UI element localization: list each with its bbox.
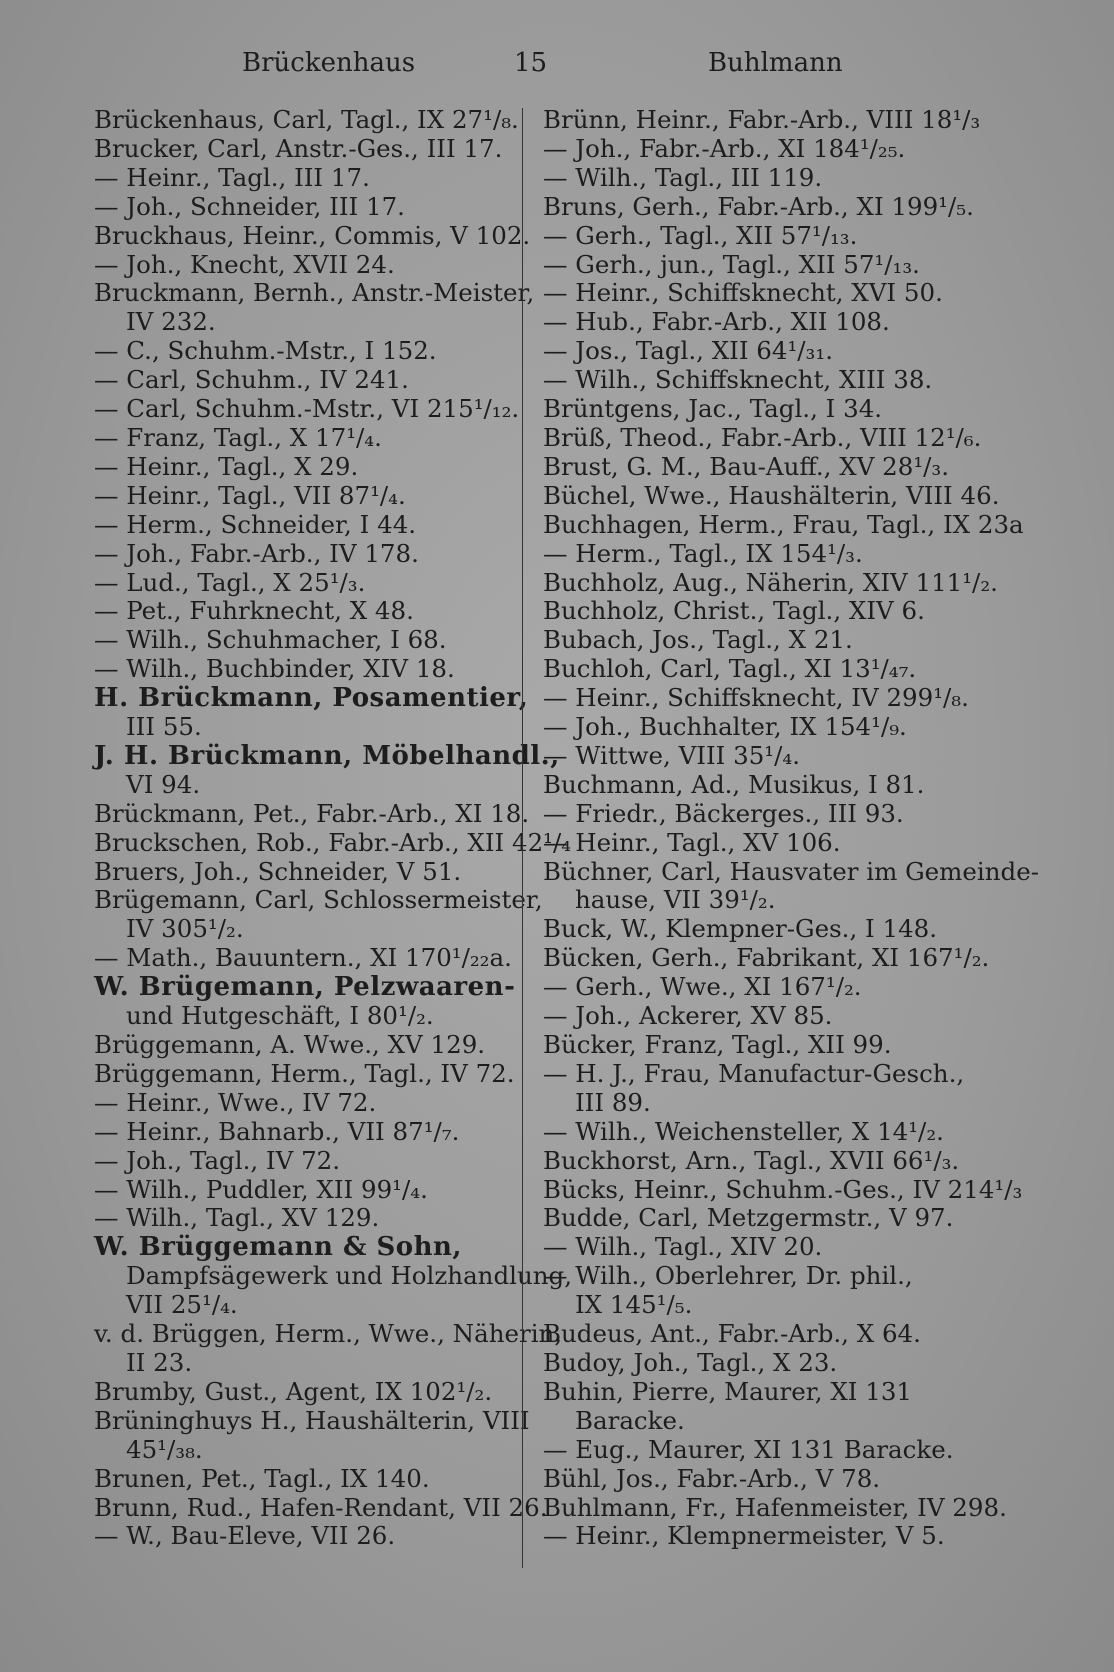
directory-entry: Brunn, Rud., Hafen-Rendant, VII 26. — [94, 1492, 548, 1522]
directory-entry: — Friedr., Bäckerges., III 93. — [543, 798, 904, 828]
directory-entry: Bruers, Joh., Schneider, V 51. — [94, 856, 462, 886]
directory-entry: Brüß, Theod., Fabr.-Arb., VIII 12¹/₆. — [543, 422, 982, 452]
directory-entry: Buchmann, Ad., Musikus, I 81. — [543, 769, 925, 799]
header-left-running-title: Brückenhaus — [242, 48, 416, 78]
directory-entry: Bruns, Gerh., Fabr.-Arb., XI 199¹/₅. — [543, 191, 974, 221]
directory-entry: — Joh., Fabr.-Arb., XI 184¹/₂₅. — [543, 133, 906, 163]
directory-entry: 45¹/₃₈. — [126, 1434, 203, 1464]
directory-entry: — Pet., Fuhrknecht, X 48. — [94, 596, 414, 626]
directory-entry: — Wilh., Weichensteller, X 14¹/₂. — [543, 1116, 944, 1146]
directory-entry: — Joh., Schneider, III 17. — [94, 191, 405, 221]
directory-entry: Budde, Carl, Metzgermstr., V 97. — [543, 1203, 954, 1233]
directory-entry: — Heinr., Schiffsknecht, XVI 50. — [543, 278, 943, 308]
directory-entry: Brucker, Carl, Anstr.-Ges., III 17. — [94, 133, 503, 163]
directory-entry: Bruckhaus, Heinr., Commis, V 102. — [94, 220, 531, 250]
directory-entry: — Wilh., Schiffsknecht, XIII 38. — [543, 365, 933, 395]
directory-entry: Bubach, Jos., Tagl., X 21. — [543, 625, 853, 655]
directory-entry: IV 232. — [126, 307, 216, 337]
directory-entry: Buchhagen, Herm., Frau, Tagl., IX 23a — [543, 509, 1024, 539]
directory-entry: — Carl, Schuhm., IV 241. — [94, 365, 409, 395]
directory-entry: Buhlmann, Fr., Hafenmeister, IV 298. — [543, 1492, 1007, 1522]
directory-entry: — Herm., Tagl., IX 154¹/₃. — [543, 538, 863, 568]
directory-entry: VII 25¹/₄. — [126, 1290, 238, 1320]
directory-entry: Bruckmann, Bernh., Anstr.-Meister, — [94, 278, 535, 308]
directory-entry: — C., Schuhm.-Mstr., I 152. — [94, 336, 437, 366]
directory-entry: W. Brüggemann & Sohn, — [94, 1232, 462, 1263]
directory-entry: — Heinr., Bahnarb., VII 87¹/₇. — [94, 1116, 460, 1146]
directory-entry: Brüggemann, Herm., Tagl., IV 72. — [94, 1058, 515, 1088]
directory-entry: — Herm., Schneider, I 44. — [94, 509, 417, 539]
directory-entry: Brünn, Heinr., Fabr.-Arb., VIII 18¹/₃ — [543, 105, 981, 134]
directory-entry: — Heinr., Tagl., XV 106. — [543, 827, 841, 857]
directory-entry: — Heinr., Klempnermeister, V 5. — [543, 1521, 945, 1551]
directory-entry: Büchel, Wwe., Haushälterin, VIII 46. — [543, 480, 1000, 510]
directory-entry: — Joh., Tagl., IV 72. — [94, 1145, 341, 1175]
directory-entry: Brust, G. M., Bau-Auff., XV 28¹/₃. — [543, 451, 950, 481]
directory-entry: VI 94. — [126, 769, 201, 799]
directory-entry: Dampfsägewerk und Holzhandlung, — [126, 1261, 573, 1291]
directory-entry: — Wilh., Tagl., XIV 20. — [543, 1232, 823, 1262]
directory-entry: — Wilh., Oberlehrer, Dr. phil., — [543, 1261, 913, 1291]
directory-entry: — Carl, Schuhm.-Mstr., VI 215¹/₁₂. — [94, 394, 520, 424]
directory-entry: — Franz, Tagl., X 17¹/₄. — [94, 422, 382, 452]
directory-entry: — Wilh., Puddler, XII 99¹/₄. — [94, 1174, 428, 1204]
directory-entry: — Gerh., Wwe., XI 167¹/₂. — [543, 972, 862, 1002]
directory-entry: — Wilh., Schuhmacher, I 68. — [94, 625, 447, 655]
directory-entry: Brüntgens, Jac., Tagl., I 34. — [543, 394, 883, 424]
directory-entry: Baracke. — [575, 1405, 685, 1435]
directory-entry: H. Brückmann, Posamentier, — [94, 683, 529, 714]
directory-entry: Buck, W., Klempner-Ges., I 148. — [543, 914, 938, 944]
directory-entry: — Wilh., Tagl., III 119. — [543, 162, 823, 192]
page-number: 15 — [514, 48, 548, 78]
directory-entry: Buhin, Pierre, Maurer, XI 131 — [543, 1376, 913, 1406]
directory-entry: W. Brügemann, Pelzwaaren- — [94, 972, 516, 1003]
directory-entry: Brückmann, Pet., Fabr.-Arb., XI 18. — [94, 798, 530, 828]
directory-entry: — Wilh., Tagl., XV 129. — [94, 1203, 380, 1233]
directory-entry: hause, VII 39¹/₂. — [575, 885, 776, 915]
directory-entry: Bücks, Heinr., Schuhm.-Ges., IV 214¹/₃ — [543, 1174, 1023, 1204]
directory-entry: — Math., Bauuntern., XI 170¹/₂₂a. — [94, 943, 512, 973]
directory-entry: — Joh., Buchhalter, IX 154¹/₉. — [543, 712, 907, 742]
directory-entry: — Heinr., Tagl., X 29. — [94, 451, 359, 481]
directory-entry: und Hutgeschäft, I 80¹/₂. — [126, 1001, 434, 1031]
directory-entry: — Heinr., Tagl., III 17. — [94, 162, 370, 192]
directory-entry: Buchholz, Aug., Näherin, XIV 111¹/₂. — [543, 567, 998, 597]
directory-entry: Brüggemann, A. Wwe., XV 129. — [94, 1030, 486, 1059]
directory-entry: Bühl, Jos., Fabr.-Arb., V 78. — [543, 1463, 881, 1493]
directory-entry: Brunen, Pet., Tagl., IX 140. — [94, 1463, 430, 1493]
directory-entry: — Joh., Knecht, XVII 24. — [94, 249, 395, 279]
directory-entry: — W., Bau-Eleve, VII 26. — [94, 1521, 396, 1551]
directory-entry: Bücker, Franz, Tagl., XII 99. — [543, 1030, 892, 1059]
directory-entry: III 55. — [126, 712, 202, 742]
directory-entry: — Wilh., Buchbinder, XIV 18. — [94, 654, 455, 684]
directory-entry: Budoy, Joh., Tagl., X 23. — [543, 1347, 838, 1377]
header-right-running-title: Buhlmann — [708, 48, 843, 78]
directory-entry: IX 145¹/₅. — [575, 1290, 693, 1320]
directory-entry: — Joh., Fabr.-Arb., IV 178. — [94, 538, 419, 568]
left-column — [94, 105, 573, 1551]
directory-entry: J. H. Brückmann, Möbelhandl., — [94, 740, 560, 771]
column-divider — [522, 108, 523, 1568]
directory-entry: — Jos., Tagl., XII 64¹/₃₁. — [543, 336, 833, 366]
directory-entry: Büchner, Carl, Hausvater im Gemeinde- — [543, 856, 1039, 886]
directory-entry: Brüninghuys H., Haushälterin, VIII — [94, 1405, 530, 1435]
directory-entry: v. d. Brüggen, Herm., Wwe., Näherin, — [94, 1319, 563, 1349]
directory-entry: Brückenhaus, Carl, Tagl., IX 27¹/₈. — [94, 105, 519, 134]
directory-entry: Buchloh, Carl, Tagl., XI 13¹/₄₇. — [543, 654, 917, 684]
directory-entry: II 23. — [126, 1347, 193, 1377]
directory-entry: — Gerh., Tagl., XII 57¹/₁₃. — [543, 220, 858, 250]
right-column — [543, 105, 1039, 1551]
directory-entry: — Heinr., Tagl., VII 87¹/₄. — [94, 480, 406, 510]
directory-entry: Bücken, Gerh., Fabrikant, XI 167¹/₂. — [543, 943, 990, 973]
directory-entry: — Hub., Fabr.-Arb., XII 108. — [543, 307, 890, 337]
directory-entry: — Eug., Maurer, XI 131 Baracke. — [543, 1434, 954, 1464]
directory-entry: Buckhorst, Arn., Tagl., XVII 66¹/₃. — [543, 1145, 960, 1175]
directory-entry: III 89. — [575, 1087, 651, 1117]
directory-entry: — Gerh., jun., Tagl., XII 57¹/₁₃. — [543, 249, 920, 279]
directory-entry: Bruckschen, Rob., Fabr.-Arb., XII 42¹/₄ — [94, 827, 572, 857]
directory-entry: Buchholz, Christ., Tagl., XIV 6. — [543, 596, 925, 626]
directory-entry: — Heinr., Schiffsknecht, IV 299¹/₈. — [543, 683, 969, 713]
directory-entry: — Lud., Tagl., X 25¹/₃. — [94, 567, 366, 597]
directory-entry: Brügemann, Carl, Schlossermeister, — [94, 885, 543, 915]
directory-entry: IV 305¹/₂. — [126, 914, 244, 944]
directory-entry: — H. J., Frau, Manufactur-Gesch., — [543, 1058, 965, 1088]
directory-entry: — Heinr., Wwe., IV 72. — [94, 1087, 377, 1117]
directory-entry: Budeus, Ant., Fabr.-Arb., X 64. — [543, 1319, 921, 1349]
page-header — [0, 48, 1114, 88]
directory-entry: Brumby, Gust., Agent, IX 102¹/₂. — [94, 1376, 493, 1406]
directory-entry: — Joh., Ackerer, XV 85. — [543, 1001, 833, 1031]
directory-entry: — Wittwe, VIII 35¹/₄. — [543, 740, 800, 770]
